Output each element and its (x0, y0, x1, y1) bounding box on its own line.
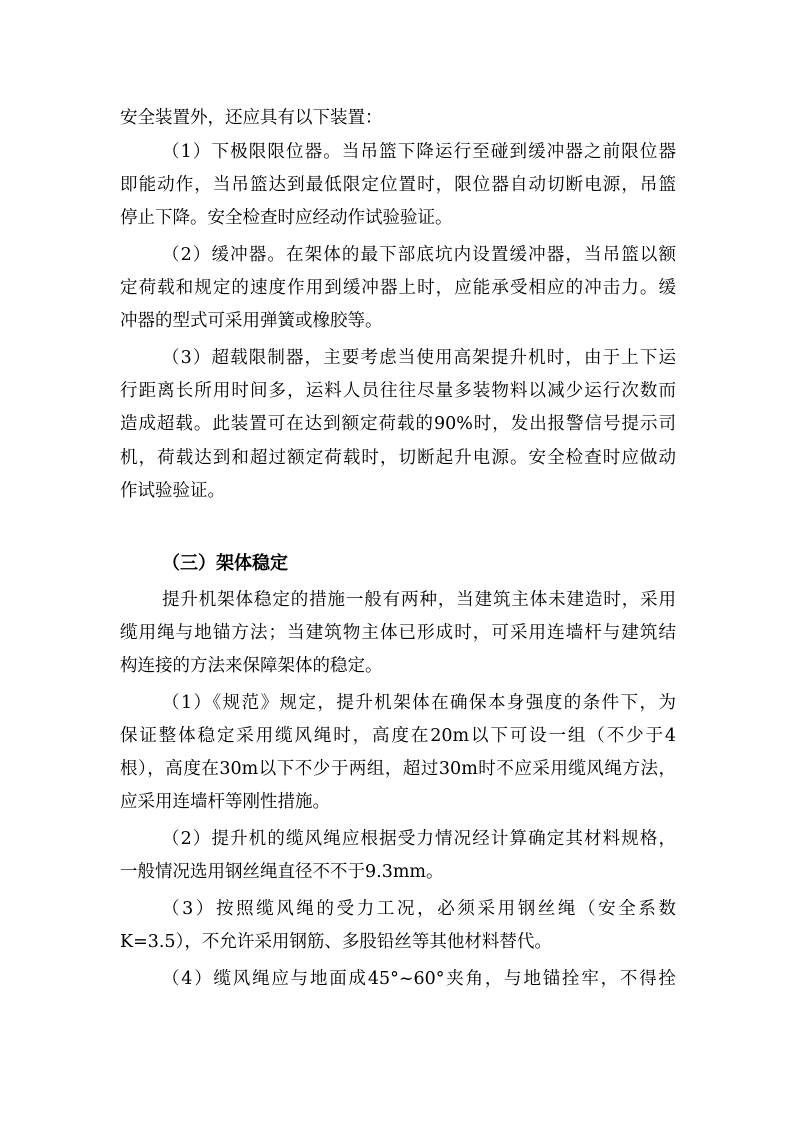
text-line: 根），高度在30m以下不少于两组，超过30m时不应采用缆风绳方法， (120, 759, 676, 779)
text-line: 机，荷载达到和超过额定荷载时，切断起升电源。安全检查时应做动 (120, 448, 676, 468)
text-line: 保证整体稳定采用缆风绳时，高度在20m以下可设一组（不少于4 (120, 726, 676, 746)
text-line: 造成超载。此装置可在达到额定荷载的90%时，发出报警信号提示司 (120, 414, 676, 434)
text-line: （3）按照缆风绳的受力工况，必须采用钢丝绳（安全系数 (162, 899, 676, 919)
text-line: 定荷载和规定的速度作用到缓冲器上时，应能承受相应的冲击力。缓 (120, 278, 676, 298)
text-line: 停止下降。安全检查时应经动作试验验证。 (120, 208, 453, 228)
text-line: K=3.5），不允许采用钢筋、多股铅丝等其他材料替代。 (120, 932, 552, 952)
text-line: （2）缓冲器。在架体的最下部底坑内设置缓冲器，当吊篮以额 (162, 245, 676, 265)
text-line: （1）《规范》规定，提升机架体在确保本身强度的条件下，为 (162, 693, 676, 713)
text-line: （3）超载限制器，主要考虑当使用高架提升机时，由于上下运 (162, 348, 676, 368)
section-heading: （三）架体稳定 (162, 553, 288, 574)
text-line: （4）缆风绳应与地面成45°~60°夹角，与地锚拴牢，不得拴 (162, 969, 676, 989)
text-line: （2）提升机的缆风绳应根据受力情况经计算确定其材料规格， (162, 829, 676, 849)
text-line: 构连接的方法来保障架体的稳定。 (120, 656, 383, 676)
text-line: 冲器的型式可采用弹簧或橡胶等。 (120, 311, 383, 331)
text-line: 一般情况选用钢丝绳直径不不于9.3mm。 (120, 862, 444, 882)
text-line: 应采用连墙杆等刚性措施。 (120, 792, 330, 812)
text-line: 行距离长所用时间多，运料人员往往尽量多装物料以减少运行次数而 (120, 381, 676, 401)
text-line: （1）下极限限位器。当吊篮下降运行至碰到缓冲器之前限位器 (162, 142, 676, 162)
text-line: 提升机架体稳定的措施一般有两种，当建筑主体未建造时，采用 (162, 590, 676, 610)
text-line: 作试验验证。 (120, 481, 225, 501)
text-line: 即能动作，当吊篮达到最低限定位置时，限位器自动切断电源，吊篮 (120, 175, 676, 195)
text-line: 缆用绳与地锚方法；当建筑物主体已形成时，可采用连墙杆与建筑结 (120, 623, 676, 643)
text-line: 安全装置外，还应具有以下装置： (120, 108, 383, 128)
